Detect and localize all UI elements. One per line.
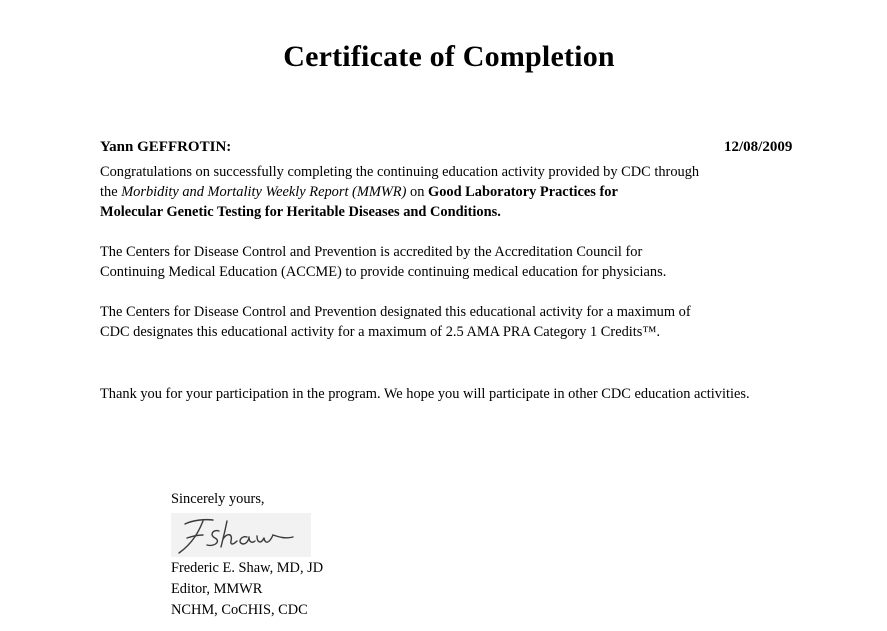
- certificate-title: Certificate of Completion: [283, 40, 615, 73]
- accreditation-line-2: Continuing Medical Education (ACCME) to provide continuing medical education for physicians.: [100, 264, 667, 280]
- signer-organization: NCHM, CoCHIS, CDC: [171, 602, 308, 618]
- accreditation-line-1: The Centers for Disease Control and Prevention is accredited by the Accreditation Council for: [100, 244, 643, 260]
- thank-you-line: Thank you for your participation in the program. We hope you will participate in other CDC education activities.: [100, 386, 750, 402]
- accreditation-paragraph: [100, 242, 740, 282]
- credits-line-1: The Centers for Disease Control and Prevention designated this educational activity for a maximum of: [100, 304, 691, 320]
- recipient-name: Yann GEFFROTIN:: [100, 139, 232, 155]
- course-title-part-2: Molecular Genetic Testing for Heritable Diseases and Conditions.: [100, 204, 501, 220]
- course-title-part-1: Good Laboratory Practices for: [428, 184, 618, 200]
- signature-image: [171, 513, 311, 557]
- line-connector: on: [406, 184, 428, 200]
- signer-block: [171, 558, 323, 621]
- credits-line-2: CDC designates this educational activity for a maximum of 2.5 AMA PRA Category 1 Credits™.: [100, 324, 661, 340]
- handwritten-signature: [171, 513, 311, 557]
- publication-name: Morbidity and Mortality Weekly Report (MMWR): [121, 184, 407, 200]
- thank-you-paragraph: [100, 384, 820, 404]
- closing-salutation: Sincerely yours,: [171, 491, 265, 507]
- signer-name: Frederic E. Shaw, MD, JD: [171, 560, 324, 576]
- congratulations-line-2: [100, 182, 740, 202]
- congratulations-line-3: [100, 202, 740, 222]
- credits-paragraph: [100, 302, 740, 342]
- congratulations-paragraph: [100, 162, 740, 222]
- congratulations-line-1: Congratulations on successfully completing the continuing education activity provided by CDC through: [100, 164, 700, 180]
- certificate-date: 12/08/2009: [724, 139, 793, 155]
- line-prefix: the: [100, 184, 122, 200]
- signer-title: Editor, MMWR: [171, 581, 263, 597]
